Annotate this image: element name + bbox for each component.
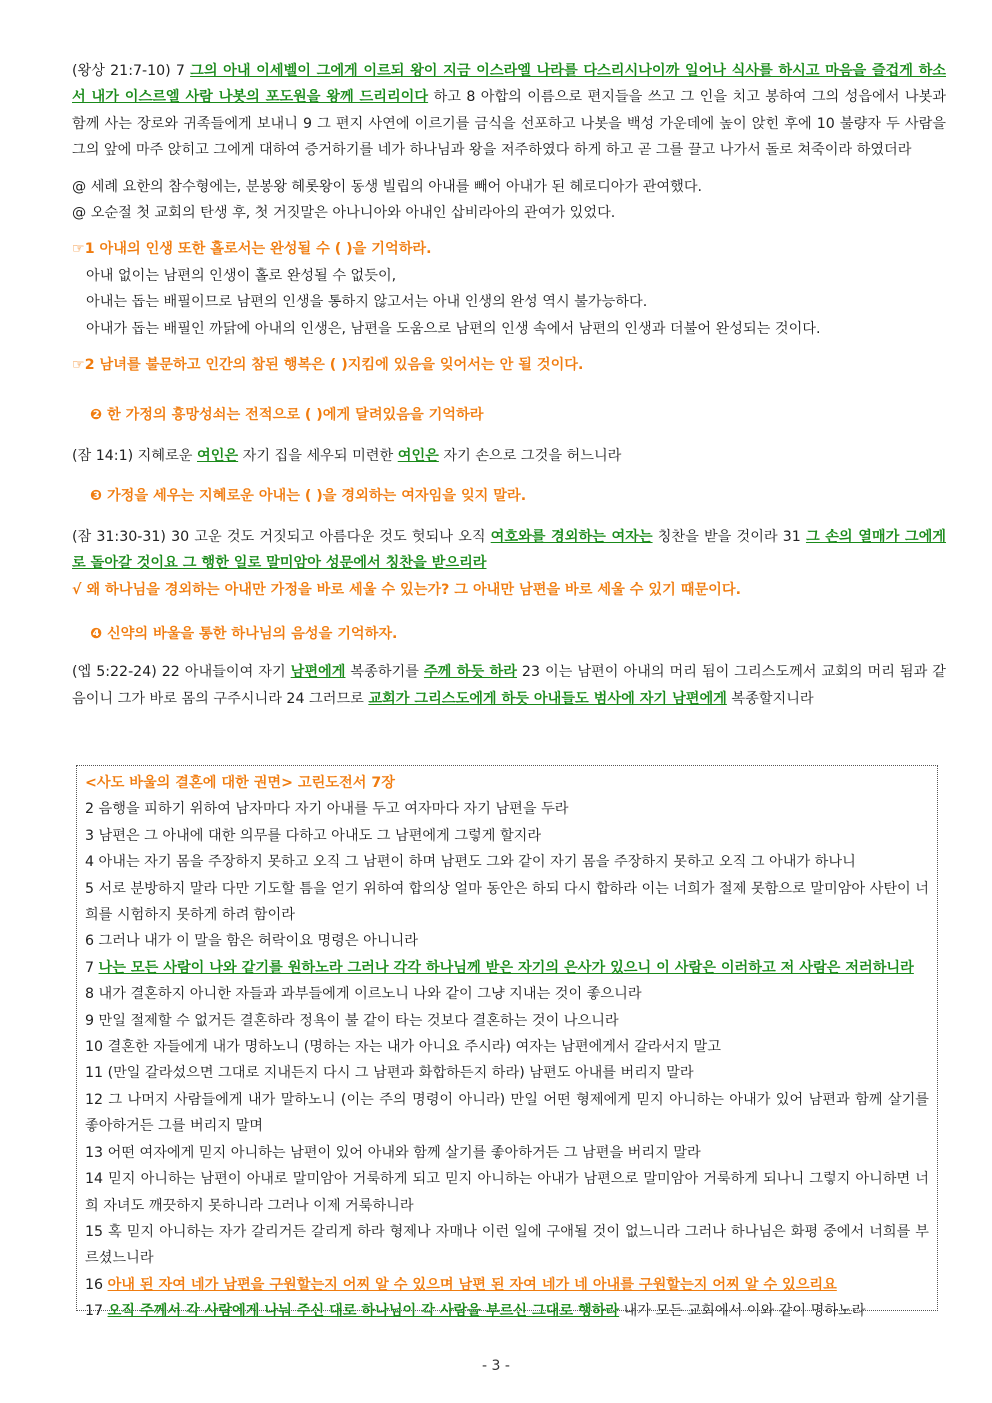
eph-a: (엡 5:22-24) 22 아내들이여 자기 (72, 664, 291, 681)
verse-12: 12 그 나머지 사람들에게 내가 말하노니 (이는 주의 명령이 아니라) 만일 어떤 형제에게 믿지 아니하는 아내가 있어 남편과 함께 살기를 좋아하거든 그를 버리지 말며 (85, 1091, 929, 1135)
eph-b: 남편에게 (290, 664, 346, 681)
verse-2: 2 음행을 피하기 위하여 남자마다 자기 아내를 두고 여자마다 자기 남편을 두라 (85, 801, 569, 818)
verse-17 (85, 1298, 929, 1324)
verse-7-num: 7 (85, 959, 99, 976)
proverbs-31 (72, 524, 946, 577)
verse-17-text: 오직 주께서 각 사람에게 나눠 주신 대로 하나님이 각 사람을 부르신 그대로 행하라 (107, 1303, 620, 1320)
verse-9: 9 만일 절제할 수 없거든 결혼하라 정욕이 불 같이 타는 것보다 결혼하는 것이 나으니라 (85, 1012, 619, 1029)
eph-f: 교회가 그리스도에게 하듯 아내들도 범사에 자기 남편에게 (368, 690, 727, 707)
section-2-heading: ❷ 한 가정의 흥망성쇠는 전적으로 ( )에게 달려있음을 기억하라 (90, 407, 484, 424)
prov14-a: (잠 14:1) 지혜로운 (72, 447, 197, 464)
kings-rest: 하고 8 아합의 이름으로 편지들을 쓰고 그 인을 치고 봉하여 그의 성읍에서 나봇과 함께 사는 장로와 귀족들에게 보내니 9 그 편지 사연에 이르기를 금식을 선포하고 나봇을 백성 가운데에 높이 앉힌 후에 10 불량자 두 사람을 그의 앞에 마주 앉히고 그에게 대하여 증거하기를 네가 하나님과 왕을 저주하였다 하게 하고 곧 그를 끌고 나가서 돌로 쳐죽이라 하였더라 (72, 89, 946, 159)
verse-7-text: 나는 모든 사람이 나와 같기를 원하노라 그러나 각각 하나님께 받은 자기의 은사가 있으니 이 사람은 이러하고 저 사람은 저러하니라 (98, 959, 914, 976)
verse-8: 8 내가 결혼하지 아니한 자들과 과부들에게 이르노니 나와 같이 그냥 지내는 것이 좋으니라 (85, 986, 642, 1003)
verse-10: 10 결혼한 자들에게 내가 명하노니 (명하는 자는 내가 아니요 주시라) 여자는 남편에게서 갈라서지 말고 (85, 1039, 721, 1056)
box-title: <사도 바울의 결혼에 대한 권면> 고린도전서 7장 (85, 775, 395, 791)
note-1: @ 세례 요한의 참수형에는, 분봉왕 헤롯왕이 동생 빌립의 아내를 빼어 아내가 된 헤로디아가 관여했다. (72, 178, 703, 195)
point-1-line-2: 아내는 돕는 배필이므로 남편의 인생을 통하지 않고서는 아내 인생의 완성 역시 불가능하다. (86, 294, 648, 311)
verse-3: 3 남편은 그 아내에 대한 의무를 다하고 아내도 그 남편에게 그렇게 할지라 (85, 827, 542, 844)
kings-passage (72, 58, 946, 164)
prov14-c: 자기 집을 세우되 미련한 (238, 447, 398, 464)
proverbs-14 (72, 443, 946, 469)
verse-5: 5 서로 분방하지 말라 다만 기도할 틈을 얻기 위하여 합의상 얼마 동안은 하되 다시 합하라 이는 너희가 절제 못함으로 말미암아 사탄이 너희를 시험하지 못하게 하려 함이라 (85, 880, 929, 924)
point-1-heading: ☞1 아내의 인생 또한 홀로서는 완성될 수 ( )을 기억하라. (72, 241, 432, 258)
verse-14: 14 믿지 아니하는 남편이 아내로 말미암아 거룩하게 되고 믿지 아니하는 아내가 남편으로 말미암아 거룩하게 되나니 그렇지 아니하면 너희 자녀도 깨끗하지 못하니라 그러나 이제 거룩하니라 (85, 1171, 929, 1214)
prov14-b: 여인은 (197, 447, 239, 464)
page-content (72, 58, 946, 712)
prov31-c: 칭찬을 받을 것이라 31 (652, 528, 806, 545)
prov31-a: (잠 31:30-31) 30 고운 것도 거짓되고 아름다운 것도 헛되나 오직 (72, 528, 491, 545)
verse-4: 4 아내는 자기 몸을 주장하지 못하고 오직 그 남편이 하며 남편도 그와 같이 자기 몸을 주장하지 못하고 오직 그 아내가 하나니 (85, 854, 856, 871)
verse-11: 11 (만일 갈라섰으면 그대로 지내든지 다시 그 남편과 화합하든지 하라) 남편도 아내를 버리지 말라 (85, 1065, 694, 1082)
kings-ref: (왕상 21:7-10) 7 (72, 63, 191, 79)
corinthians-box (76, 765, 938, 1320)
prov14-d: 여인은 (397, 447, 439, 464)
point-1-line-1: 아내 없이는 남편의 인생이 홀로 완성될 수 없듯이, (86, 267, 397, 284)
page-number: - 3 - (482, 1358, 510, 1374)
kings-highlight: 그의 아내 이세벨이 그에게 이르되 왕이 지금 이스라엘 나라를 다스리시나이까 일어나 식사를 하시고 마음을 즐겁게 하소서 내가 이스르엘 사람 나봇의 포도원을 왕께 드리리이다 (72, 63, 946, 106)
eph-e: 23 이는 남편이 아내의 머리 됨이 그리스도께서 교회의 머리 됨과 같음이니 그가 바로 몸의 구주시니라 24 그러므로 (72, 664, 946, 707)
point-1-line-3: 아내가 돕는 배필인 까닭에 아내의 인생은, 남편을 도움으로 남편의 인생 속에서 남편의 인생과 더불어 완성되는 것이다. (86, 320, 821, 337)
verse-6: 6 그러나 내가 이 말을 함은 허락이요 명령은 아니니라 (85, 933, 418, 950)
prov31-d: 그 손의 열매가 그에게로 돌아갈 것이요 그 행한 일로 말미암아 성문에서 칭찬을 받으리라 (72, 528, 947, 572)
prov14-e: 자기 손으로 그것을 허느니라 (438, 447, 622, 464)
verse-16 (85, 1272, 929, 1298)
section-3-heading: ❸ 가정을 세우는 지혜로운 아내는 ( )을 경외하는 여자임을 잊지 말라. (90, 488, 527, 505)
verse-17-num: 17 (85, 1303, 108, 1320)
prov31-b: 여호와를 경외하는 여자는 (490, 528, 653, 545)
why-statement: √ 왜 하나님을 경외하는 아내만 가정을 바로 세울 수 있는가? 그 아내만 남편을 바로 세울 수 있기 때문이다. (72, 581, 741, 598)
verse-17-end: 내가 모든 교회에서 이와 같이 명하노라 (619, 1303, 866, 1320)
point-2-heading: ☞2 남녀를 불문하고 인간의 참된 행복은 ( )지킴에 있음을 잊어서는 안 될 것이다. (72, 357, 584, 374)
ephesians-passage (72, 659, 946, 712)
eph-c: 복종하기를 (345, 664, 424, 681)
verse-7 (85, 955, 929, 981)
section-4-heading: ❹ 신약의 바울을 통한 하나님의 음성을 기억하자. (90, 625, 398, 642)
verse-15: 15 혹 믿지 아니하는 자가 갈리거든 갈리게 하라 형제나 자매나 이런 일에 구애될 것이 없느니라 그러나 하나님은 화평 중에서 너희를 부르셨느니라 (85, 1223, 929, 1267)
eph-g: 복종할지니라 (726, 690, 814, 707)
verse-13: 13 어떤 여자에게 믿지 아니하는 남편이 있어 아내와 함께 살기를 좋아하거든 그 남편을 버리지 말라 (85, 1144, 701, 1161)
verse-16-text: 아내 된 자여 네가 남편을 구원할는지 어찌 알 수 있으며 남편 된 자여 네가 네 아내를 구원할는지 어찌 알 수 있으리요 (107, 1276, 837, 1293)
verse-16-num: 16 (85, 1276, 108, 1293)
note-2: @ 오순절 첫 교회의 탄생 후, 첫 거짓말은 아나니아와 아내인 삽비라아의 관여가 있었다. (72, 205, 616, 222)
eph-d: 주께 하듯 하라 (423, 664, 517, 681)
